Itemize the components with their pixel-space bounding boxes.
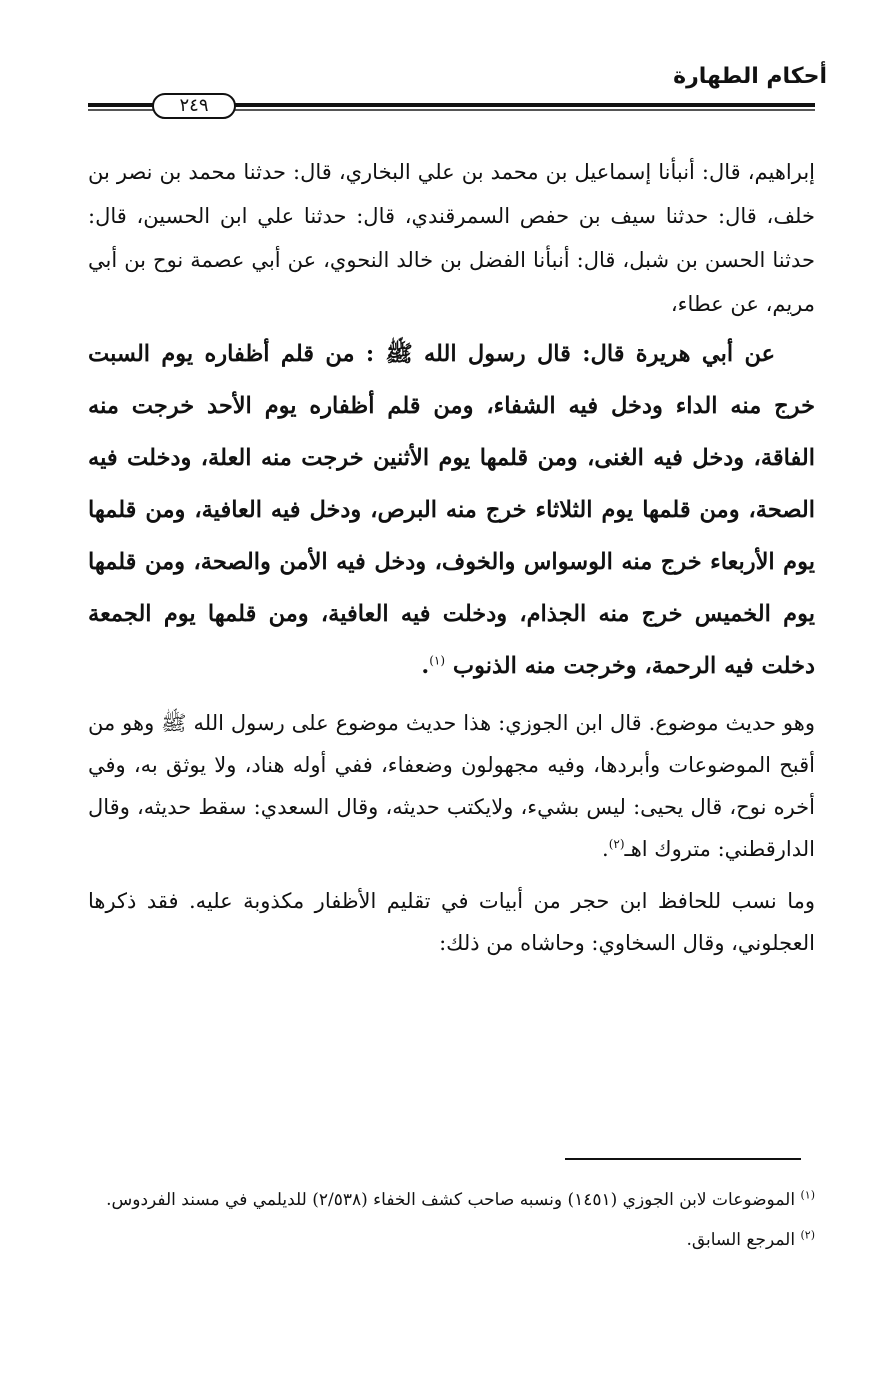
footnote-ref-1[interactable]: (١) <box>429 653 446 668</box>
footnote-1 <box>88 1180 815 1220</box>
footnote-ref-2[interactable]: (٢) <box>608 837 625 851</box>
main-text <box>88 150 815 964</box>
commentary-paragraph-1 <box>88 702 815 870</box>
commentary-end-mark: . <box>602 837 609 861</box>
isnad-paragraph: إبراهيم، قال: أنبأنا إسماعيل بن محمد بن علي البخاري، قال: حدثنا محمد بن نصر بن خلف، قال: حدثنا سيف بن حفص السمرقندي، قال: حدثنا علي ابن الحسين، قال: حدثنا الحسن بن شبل، قال: أنبأنا الفضل بن خالد النحوي، عن أبي عصمة نوح بن أبي مريم، عن عطاء، <box>88 160 815 316</box>
footnote-number: (١) <box>800 1188 815 1202</box>
running-title: أحكام الطهارة <box>673 64 827 89</box>
footnote-number: (٢) <box>800 1228 815 1242</box>
page-number: ٢٤٩ <box>152 93 236 119</box>
commentary-text-1: وهو حديث موضوع. قال ابن الجوزي: هذا حديث موضوع على رسول الله ﷺ وهو من أقبح الموضوعات وأبردها، وفيه مجهولون وضعفاء، ففي أوله هناد، ولا يوثق به، وفي أخره نوح، قال يحيى: ليس بشيء، ولايكتب حديثه، وقال السعدي: سقط حديثه، وقال الدارقطني: متروك اهـ <box>88 711 815 861</box>
hadith-end-mark: . <box>421 653 430 679</box>
footnote-text: الموضوعات لابن الجوزي (١٤٥١) ونسبه صاحب كشف الخفاء (٢/٥٣٨) للديلمي في مسند الفردوس. <box>106 1190 796 1210</box>
hadith-paragraph <box>88 328 815 692</box>
footnote-2 <box>88 1220 815 1260</box>
hadith-text: عن أبي هريرة قال: قال رسول الله ﷺ : من قلم أظفاره يوم السبت خرج منه الداء ودخل فيه الشفاء، ومن قلم أظفاره يوم الأحد خرجت منه الفاقة، ودخل فيه الغنى، ومن قلمها يوم الأثنين خرجت منه العلة، ودخلت فيه الصحة، ومن قلمها يوم الثلاثاء خرج منه البرص، ودخل فيه العافية، ومن قلمها يوم الأربعاء خرج منه الوسواس والخوف، ودخل فيه الأمن والصحة، ومن قلمها يوم الخميس خرج منه الجذام، ودخلت فيه العافية، ومن قلمها يوم الجمعة دخلت فيه الرحمة، وخرجت منه الذنوب <box>88 341 815 679</box>
footnote-text: المرجع السابق. <box>686 1230 796 1250</box>
footnote-separator <box>565 1158 801 1160</box>
footnotes <box>88 1180 815 1260</box>
commentary-paragraph-2: وما نسب للحافظ ابن حجر من أبيات في تقليم الأظفار مكذوبة عليه. فقد ذكرها العجلوني، وقال السخاوي: وحاشاه من ذلك: <box>88 889 815 955</box>
